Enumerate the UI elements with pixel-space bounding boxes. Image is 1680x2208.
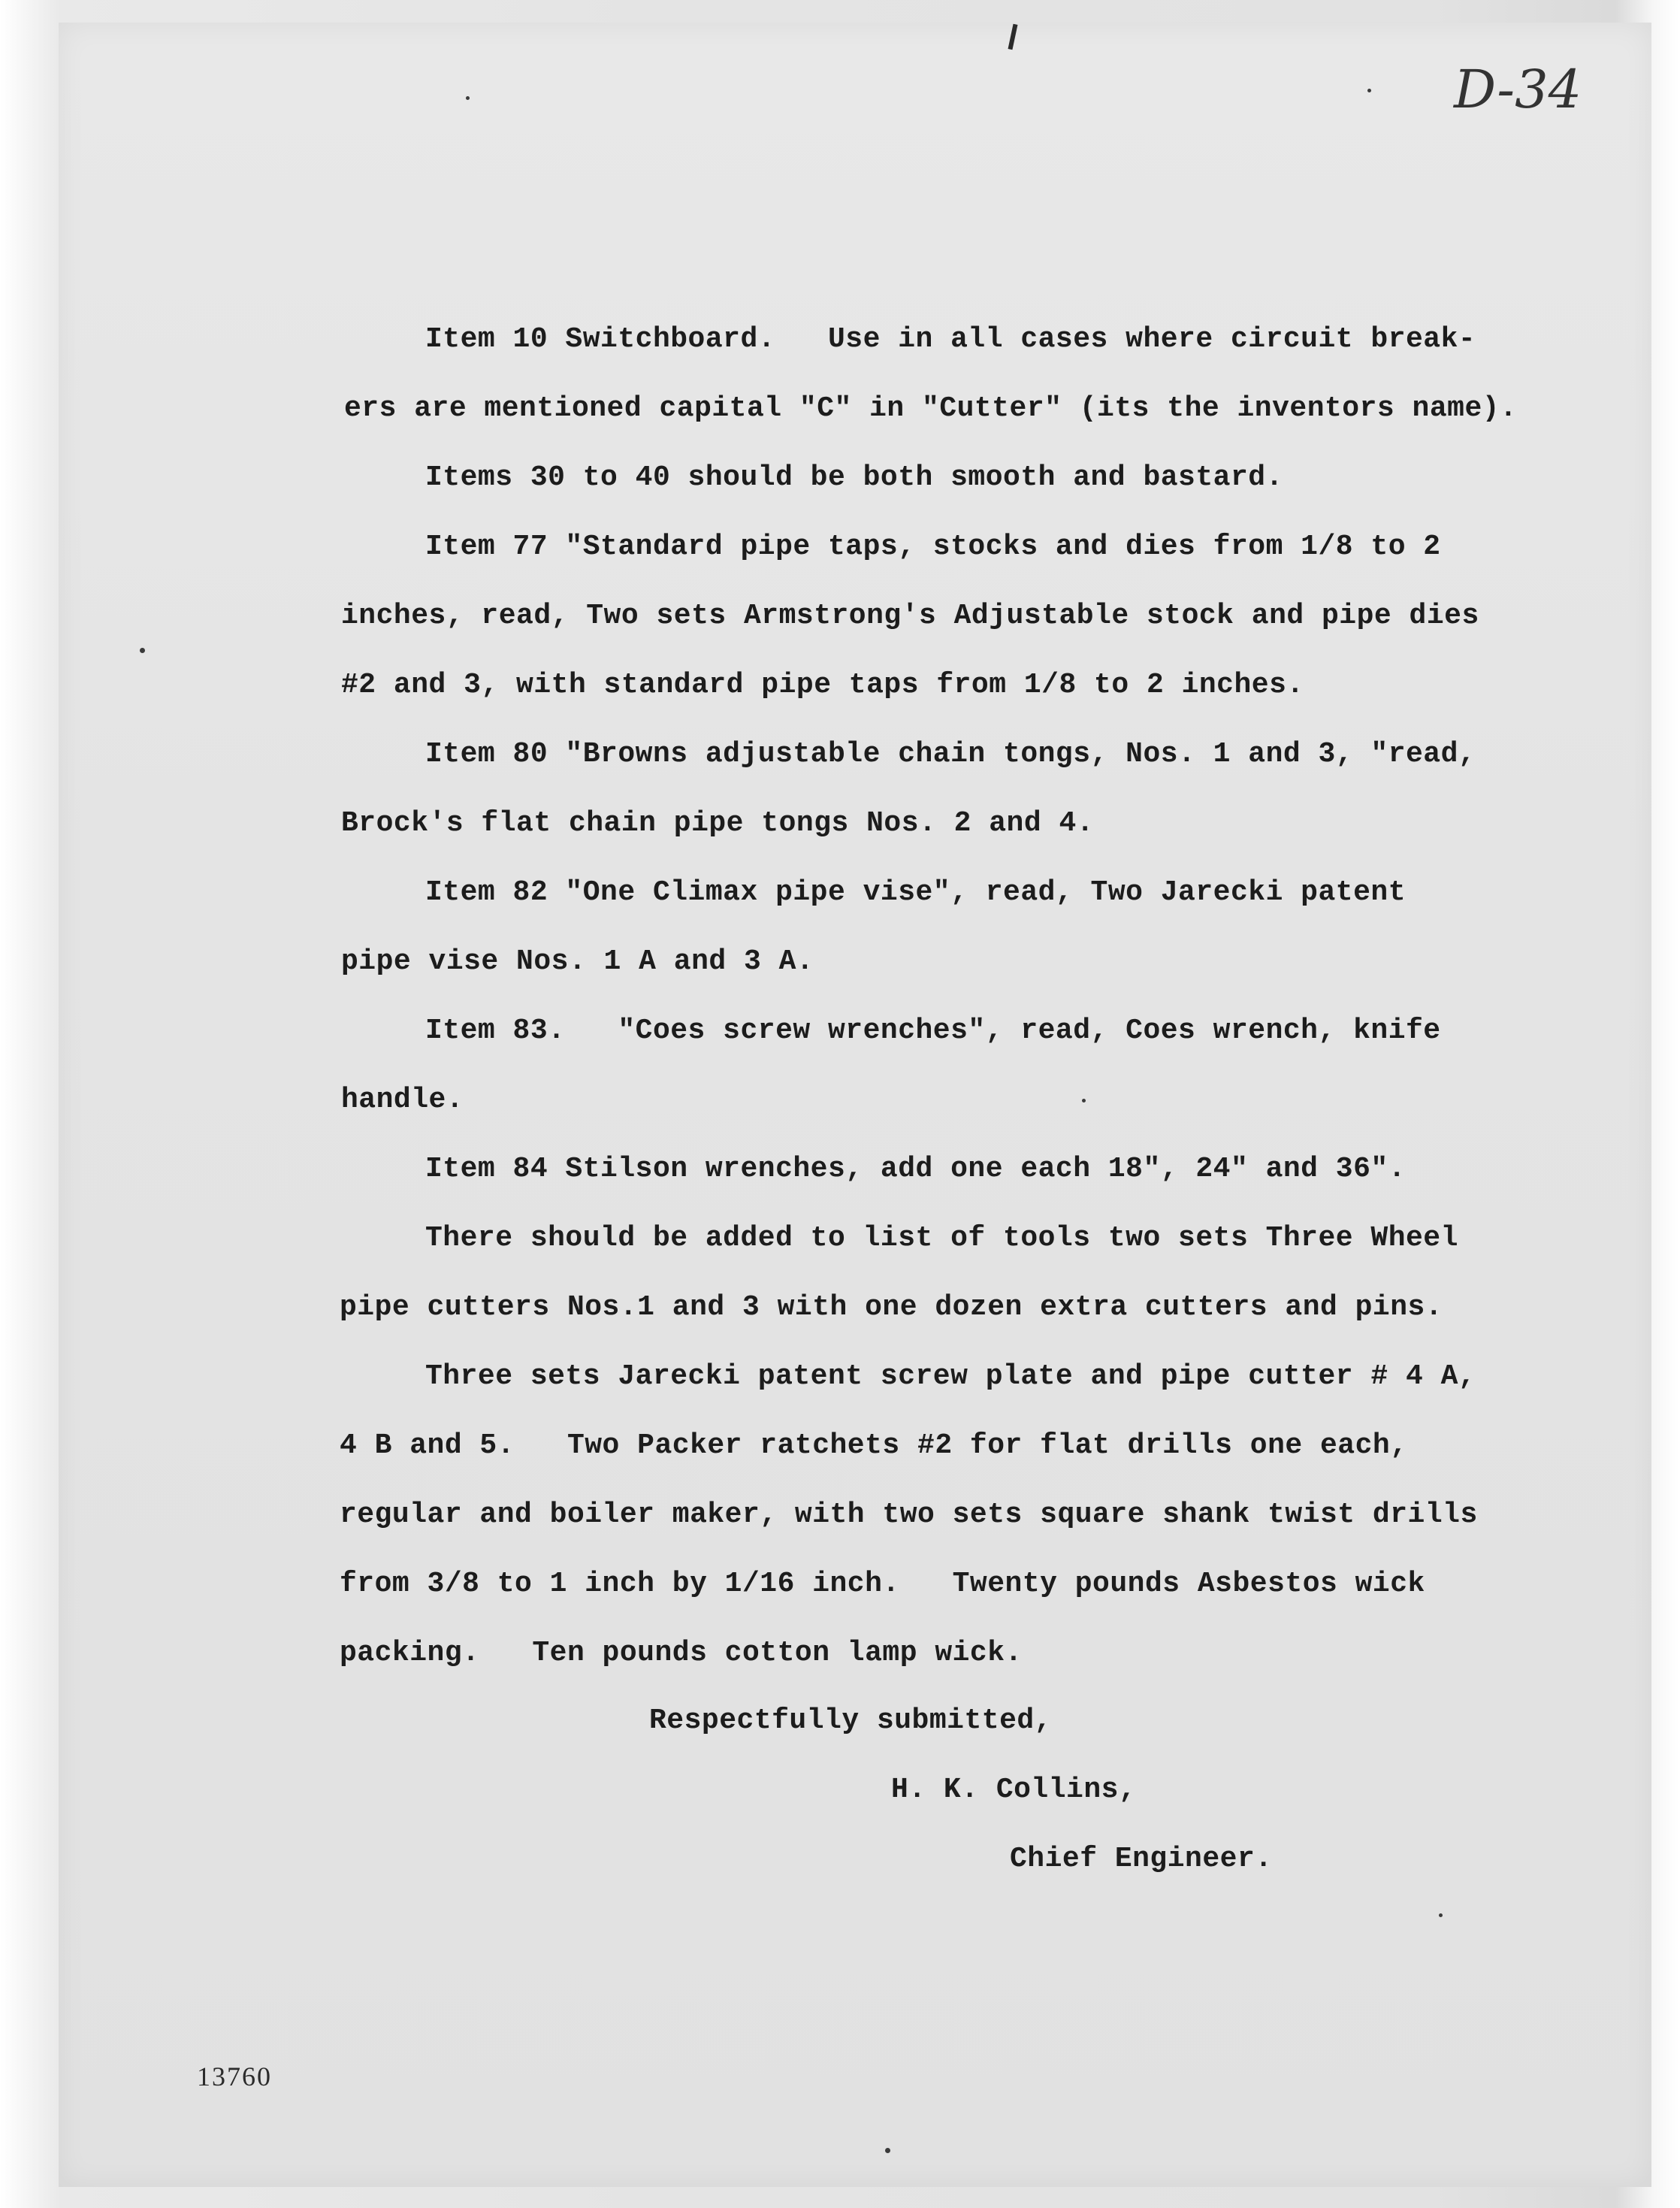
body-line: handle. [341,1084,464,1116]
body-line: Brock's flat chain pipe tongs Nos. 2 and 4. [341,807,1095,839]
document-number: 13760 [197,2061,272,2092]
body-line: Item 82 "One Climax pipe vise", read, Two Jarecki patent [425,876,1407,909]
body-line: packing. Ten pounds cotton lamp wick. [340,1637,1023,1669]
body-line: Items 30 to 40 should be both smooth and bastard. [425,461,1283,494]
handwritten-file-code: D-34 [1454,59,1582,120]
body-line: There should be added to list of tools two sets Three Wheel [425,1222,1458,1254]
body-line: Item 84 Stilson wrenches, add one each 18", 24" and 36". [425,1153,1407,1185]
body-line: inches, read, Two sets Armstrong's Adjustable stock and pipe dies [341,600,1479,632]
scan-speck [1367,89,1371,92]
body-line: pipe cutters Nos.1 and 3 with one dozen extra cutters and pins. [340,1291,1443,1323]
scan-speck [140,648,145,653]
body-line: Three sets Jarecki patent screw plate and pipe cutter # 4 A, [425,1360,1476,1393]
body-line: regular and boiler maker, with two sets square shank twist drills [340,1499,1478,1531]
body-line: ers are mentioned capital "C" in "Cutter" (its the inventors name). [344,392,1518,425]
body-line: Item 83. "Coes screw wrenches", read, Coes wrench, knife [425,1015,1441,1047]
body-line: Item 80 "Browns adjustable chain tongs, Nos. 1 and 3, "read, [425,738,1476,770]
body-line: #2 and 3, with standard pipe taps from 1/8 to 2 inches. [341,669,1304,701]
body-line: Item 77 "Standard pipe taps, stocks and dies from 1/8 to 2 [425,531,1441,563]
body-line: pipe vise Nos. 1 A and 3 A. [341,945,814,978]
body-line: Item 10 Switchboard. Use in all cases where circuit break- [425,323,1476,355]
scan-speck [1082,1099,1086,1102]
body-line: from 3/8 to 1 inch by 1/16 inch. Twenty pounds Asbestos wick [340,1568,1425,1600]
closing-salutation: Respectfully submitted, [649,1704,1052,1737]
scan-speck [885,2148,890,2153]
signer-title: Chief Engineer. [1010,1843,1273,1875]
scan-speck [1439,1913,1443,1917]
body-line: 4 B and 5. Two Packer ratchets #2 for flat drills one each, [340,1429,1408,1462]
scan-speck [466,96,470,100]
signer-name: H. K. Collins, [891,1774,1137,1806]
